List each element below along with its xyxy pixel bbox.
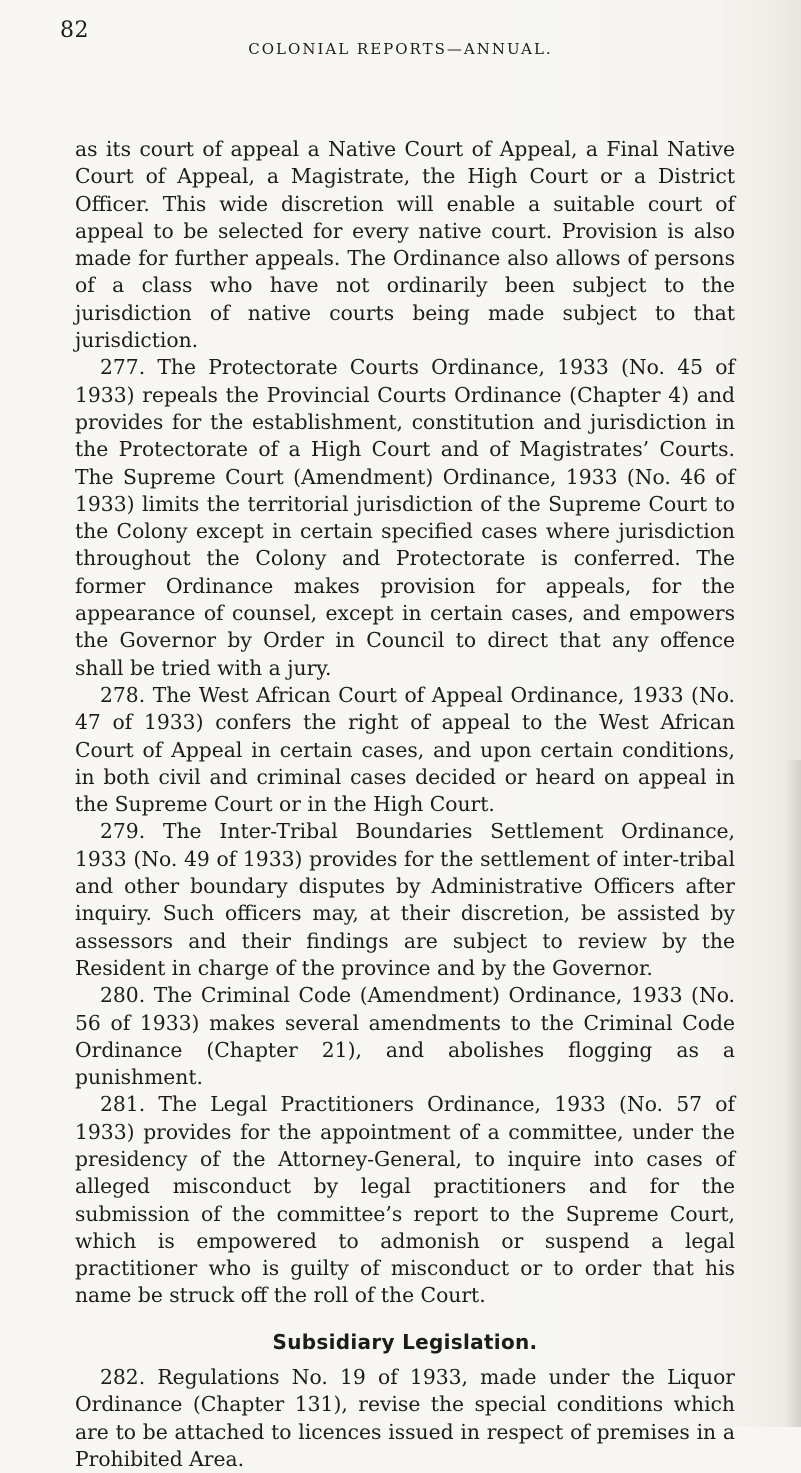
running-title: COLONIAL REPORTS—ANNUAL. <box>248 40 553 58</box>
section-heading-subsidiary-legislation: Subsidiary Legislation. <box>272 1329 538 1354</box>
document-body <box>75 136 735 1473</box>
paragraph-282: 282. Regulations No. 19 of 1933, made under the Liquor Ordinance (Chapter 131), revise the special conditions which are to be attached to licences issued in respect of premises in a Prohibited Area. <box>75 1365 735 1471</box>
paragraph-278: 278. The West African Court of Appeal Ordinance, 1933 (No. 47 of 1933) confers the right of appeal to the West African Court of Appeal in certain cases, and upon certain conditions, in both civil and criminal cases decided or heard on appeal in the Supreme Court or in the High Court. <box>75 682 735 817</box>
page-number: 82 <box>60 18 89 43</box>
paragraph-281: 281. The Legal Practitioners Ordinance, 1933 (No. 57 of 1933) provides for the appointment of a committee, under the presidency of the Attorney-General, to inquire into cases of alleged misconduct by legal practitioners and for the submission of the committee’s report to the Supreme Court, which is empowered to admonish or suspend a legal practitioner who is guilty of misconduct or to order that his name be struck off the roll of the Court. <box>75 1092 735 1308</box>
page-edge-shadow <box>785 760 801 1427</box>
paragraph-280: 280. The Criminal Code (Amendment) Ordinance, 1933 (No. 56 of 1933) makes several amendments to the Criminal Code Ordinance (Chapter 21), and abolishes flogging as a punishment. <box>75 983 735 1090</box>
paragraph-279: 279. The Inter-Tribal Boundaries Settlement Ordinance, 1933 (No. 49 of 1933) provides for the settlement of inter-tribal and other boundary disputes by Administrative Officers after inquiry. Such officers may, at their discretion, be assisted by assessors and their findings are subject to review by the Resident in charge of the province and by the Governor. <box>75 819 735 980</box>
paragraph-277: 277. The Protectorate Courts Ordinance, 1933 (No. 45 of 1933) repeals the Provincial Courts Ordinance (Chapter 4) and provides for the establishment, constitution and jurisdiction in the Protectorate of a High Court and of Magistrates’ Courts. The Supreme Court (Amendment) Ordinance, 1933 (No. 46 of 1933) limits the territorial jurisdiction of the Supreme Court to the Colony except in certain specified cases where jurisdiction throughout the Colony and Protectorate is conferred. The former Ordinance makes provision for appeals, for the appearance of counsel, except in certain cases, and empowers the Governor by Order in Council to direct that any offence shall be tried with a jury. <box>75 355 735 680</box>
paragraph-continued: as its court of appeal a Native Court of Appeal, a Final Native Court of Appeal, a Magistrate, the High Court or a District Officer. This wide discretion will enable a suitable court of appeal to be selected for every native court. Provision is also made for further appeals. The Ordinance also allows of persons of a class who have not ordinarily been subject to the jurisdiction of native courts being made subject to that jurisdiction. <box>75 137 735 353</box>
